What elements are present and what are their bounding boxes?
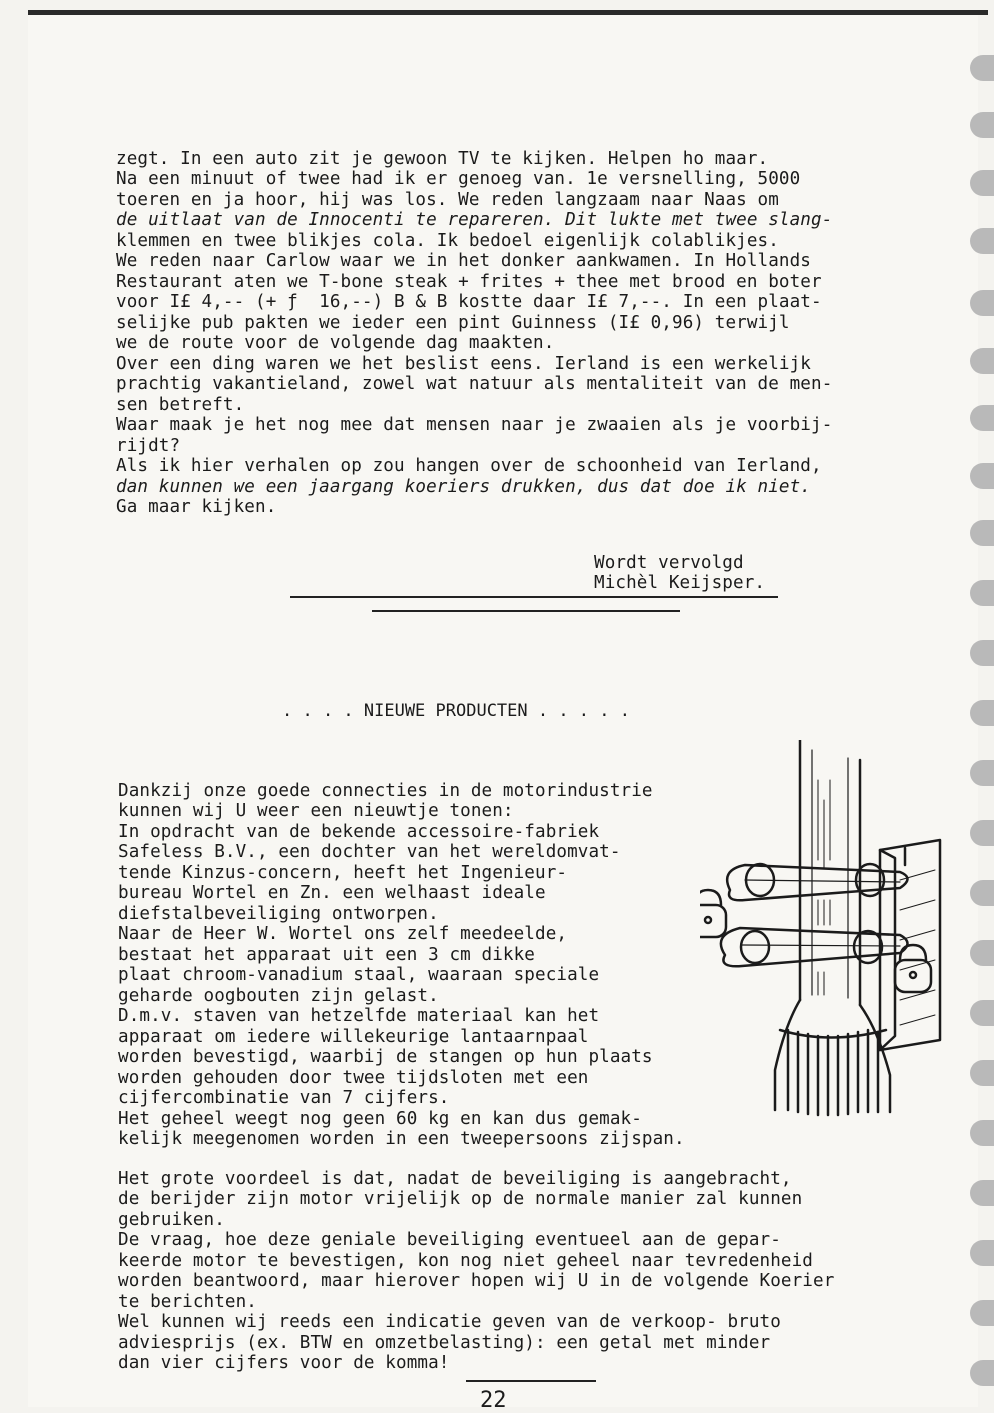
story-line: Over een ding waren we het beslist eens. Ierland is een werkelijk <box>116 353 812 374</box>
closing-line: adviesprijs (ex. BTW en omzetbelasting): een getal met minder <box>118 1332 771 1353</box>
product-line: Naar de Heer W. Wortel ons zelf meedeelde, <box>118 924 568 944</box>
story-line: dan kunnen we een jaargang koeriers drukken, dus dat doe ik niet. <box>116 476 812 497</box>
divider-rule <box>290 596 778 598</box>
story-line: de uitlaat van de Innocenti te repareren. Dit lukte met twee slang- <box>116 210 833 230</box>
product-line: kelijk meegenomen worden in een tweepersoons zijspan. <box>118 1129 685 1149</box>
product-line: Het geheel weegt nog geen 60 kg en kan dus gemak- <box>118 1108 642 1129</box>
story-line: Na een minuut of twee had ik er genoeg van. 1e versnelling, 5000 <box>116 169 801 189</box>
story-line: Ga maar kijken. <box>116 497 277 517</box>
story-text <box>116 128 832 518</box>
binder-hole <box>970 880 994 906</box>
binder-hole <box>970 1000 994 1026</box>
product-line: tende Kinzus-concern, heeft het Ingenieur- <box>118 862 568 883</box>
binder-hole <box>970 348 994 374</box>
story-line: Restaurant aten we T-bone steak + frites + thee met brood en boter <box>116 271 822 292</box>
binder-hole <box>970 463 994 489</box>
signature-line: Wordt vervolgd <box>594 552 744 573</box>
binder-hole <box>970 520 994 546</box>
product-line: cijfercombinatie van 7 cijfers. <box>118 1088 450 1108</box>
product-line: worden bevestigd, waarbij de stangen op hun plaats <box>118 1047 653 1067</box>
lamppost-lock-illustration <box>700 740 950 1120</box>
story-line: toeren en ja hoor, hij was los. We reden langzaam naar Naas om <box>116 189 779 210</box>
closing-line: de berijder zijn motor vrijelijk op de normale manier zal kunnen <box>118 1189 803 1209</box>
closing-line: dan vier cijfers voor de komma! <box>118 1353 450 1373</box>
binder-hole <box>970 405 994 431</box>
signature-line: Michèl Keijsper. <box>594 573 766 593</box>
closing-line: gebruiken. <box>118 1209 225 1230</box>
binder-hole <box>970 55 994 81</box>
story-line: we de route voor de volgende dag maakten. <box>116 333 555 353</box>
binder-hole <box>970 1300 994 1326</box>
product-line: D.m.v. staven van hetzelfde materiaal kan het <box>118 1006 600 1026</box>
top-border <box>28 10 988 15</box>
binder-hole <box>970 112 994 138</box>
product-line: diefstalbeveiliging ontworpen. <box>118 903 439 924</box>
binder-hole <box>970 700 994 726</box>
closing-line: Het grote voordeel is dat, nadat de beveiliging is aangebracht, <box>118 1168 792 1189</box>
closing-text <box>118 1148 834 1374</box>
story-line: sen betreft. <box>116 394 245 415</box>
binder-hole <box>970 1240 994 1266</box>
story-line: selijke pub pakten we ieder een pint Guinness (I£ 0,96) terwijl <box>116 312 790 333</box>
story-line: Waar maak je het nog mee dat mensen naar je zwaaien als je voorbij- <box>116 415 833 435</box>
binder-hole <box>970 760 994 786</box>
story-line: prachtig vakantieland, zowel wat natuur als mentaliteit van de men- <box>116 374 833 394</box>
binder-hole <box>970 820 994 846</box>
closing-line: worden beantwoord, maar hierover hopen wij U in de volgende Koerier <box>118 1271 835 1291</box>
product-line: plaat chroom-vanadium staal, waaraan speciale <box>118 965 600 985</box>
closing-line: Wel kunnen wij reeds een indicatie geven van de verkoop- bruto <box>118 1312 781 1332</box>
product-line: In opdracht van de bekende accessoire-fabriek <box>118 821 600 842</box>
binder-holes <box>964 0 994 1407</box>
story-line: rijdt? <box>116 435 181 456</box>
story-line: klemmen en twee blikjes cola. Ik bedoel eigenlijk colablikjes. <box>116 230 779 251</box>
divider-rule-short <box>372 610 680 612</box>
story-line: Als ik hier verhalen op zou hangen over de schoonheid van Ierland, <box>116 456 822 476</box>
signature <box>594 532 765 594</box>
story-line: We reden naar Carlow waar we in het donker aankwamen. In Hollands <box>116 251 812 271</box>
binder-hole <box>970 1120 994 1146</box>
binder-hole <box>970 580 994 606</box>
section-title: . . . . NIEUWE PRODUCTEN . . . . . <box>282 701 630 721</box>
page-number-rule <box>466 1380 596 1382</box>
closing-line: te berichten. <box>118 1291 258 1312</box>
product-line: worden gehouden door twee tijdsloten met een <box>118 1067 589 1088</box>
product-line: bureau Wortel en Zn. een welhaast ideale <box>118 883 546 903</box>
product-text <box>118 760 685 1150</box>
product-line: Dankzij onze goede connecties in de motorindustrie <box>118 780 653 801</box>
binder-hole <box>970 640 994 666</box>
page-number: 22 <box>480 1388 507 1413</box>
binder-hole <box>970 170 994 196</box>
product-line: Safeless B.V., een dochter van het wereldomvat- <box>118 842 621 862</box>
product-line: kunnen wij U weer een nieuwtje tonen: <box>118 801 514 821</box>
binder-hole <box>970 228 994 254</box>
closing-line: keerde motor te bevestigen, kon nog niet geheel naar tevredenheid <box>118 1250 814 1271</box>
product-line: bestaat het apparaat uit een 3 cm dikke <box>118 944 536 965</box>
binder-hole <box>970 1060 994 1086</box>
product-line: apparaat om iedere willekeurige lantaarnpaal <box>118 1026 589 1047</box>
binder-hole <box>970 1360 994 1386</box>
product-line: geharde oogbouten zijn gelast. <box>118 985 439 1006</box>
story-line: zegt. In een auto zit je gewoon TV te kijken. Helpen ho maar. <box>116 148 769 169</box>
closing-line: De vraag, hoe deze geniale beveiliging eventueel aan de gepar- <box>118 1230 781 1250</box>
story-line: voor I£ 4,-- (+ ƒ 16,--) B & B kostte daar I£ 7,--. In een plaat- <box>116 292 822 312</box>
binder-hole <box>970 1180 994 1206</box>
binder-hole <box>970 940 994 966</box>
binder-hole <box>970 290 994 316</box>
